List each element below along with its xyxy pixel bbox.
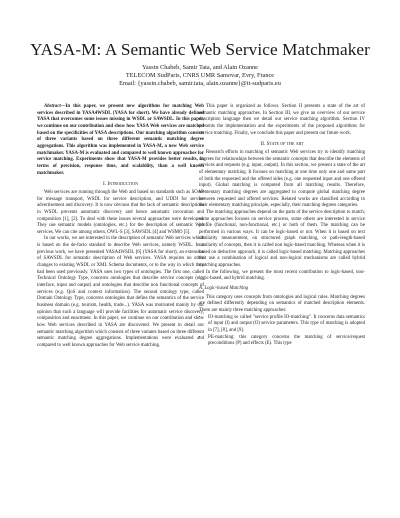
section-2-heading: II. State of the art bbox=[260, 141, 304, 148]
abstract-text: —In this paper, we present new algorithms for matching Web services described in YASA4WSDL (YASA for short). We have already defined YASA that overcomes some issues missing in WSDL or SAWSDL. In this paper, we continue on our contribution and show how YASA Web services are matched based on the specificities of YASA descriptions. Our matching algorithm consists of three variants based on three different semantic matching degree aggregations. This algorithm was implemented in YASA-M, a new Web service matchmaker. YASA-M is evaluated and compared to well known approaches for service matching. Experiments show that YASA-M provides better results, in terms of precision, response time, and scalability, than a well known matchmaker. bbox=[37, 104, 204, 176]
author-email: Email: {yassin.chabeb, samir.tata, alain.ozanne}@it-sudparis.eu bbox=[119, 80, 281, 88]
right-column bbox=[199, 104, 365, 348]
author-affiliation: TELECOM SudParis, CNRS UMR Samovar, Evry, France bbox=[125, 72, 275, 80]
section-2-paragraph-2: The matching approaches depend on the parts of the service description to match; some approaches focuses on service process, some others are interested in service profile (functional, non-functional, etc.) or both of them. The matching can be performed in various ways. It can be logic-based or not. When it is based on text similarity measurement, on structured graph matching, or path-length-based similarity of concepts, then it is called non logic-based matching. Whereas when it is based on deductive approach, it is called logic-based matching. Matching approaches that use a combination of logical and non-logical mechanisms are called hybrid matching approaches. bbox=[199, 209, 365, 269]
matching-approach-list bbox=[199, 315, 365, 348]
section-2-paragraph-1: Research efforts in matching of semantic Web services try to identify matching degrees for relationships between the semantic concepts that describe the elements of services and requests (e.g. input, output). In this section, we present a state of the art of elementary matching. It focuses on matching at one time only one and same part of both the requested and the offered sides (e.g. one requested input and one offered input). Global matching is computed from all matching results. Therefore, elementary matching degrees are aggregated to compute global matching degree between requested and offered services. Related works are classified according to their elementary matching principle, especially, their matching degrees categories. bbox=[199, 149, 365, 209]
section-2-paragraph-3: In the following, we present the most recent contribution to logic-based, non-logic-based, and hybrid matching. bbox=[199, 269, 365, 282]
left-column bbox=[37, 104, 204, 350]
section-1-heading: I. Introduction bbox=[103, 181, 138, 188]
section-2a-paragraph: This category uses concepts from ontologies and logical rules. Matching degrees are defined differently depending on semantics of matched description elements. There are mainly three matching approaches: bbox=[199, 294, 365, 314]
list-item: • IO-matching so called "service profile IO-matching". It concerns data semantics of input (I) and output (O) service parameters. This type of matching is adopted in [7], [8], and [9]. bbox=[208, 315, 365, 335]
author-names: Yassin Chabeb, Samir Tata, and Alain Ozanne bbox=[142, 64, 258, 71]
section-1-paragraph-1: Web services are running through the Web and based on standards such as SOAP for message transport, WSDL for service description, and UDDI for service advertisement and discovery. It is now obvious that the lack of semantic descriptions in WSDL prevents automatic discovery and hence automatic invocation and composition [1], [2]. To deal with these issues several approaches were developed. They use semantic models (ontologies, etc.) for the description of semantic Web services. We can cite among others, OWL-S [3], SAWSDL [4] and WSMO [5]. bbox=[37, 189, 204, 235]
organization-paragraph: This paper is organized as follows. Section II presents a state of the art of semantic matching approaches. In Section III, we give an overview of our service description language then we detail our service matching algorithm. Section IV presents the implementation and the experiments of the proposed algorithms for service matching. Finally, we conclude this paper and present our future work. bbox=[199, 104, 365, 136]
list-item: • PE-matching: this category concerns the matching of service/request preconditions (P) and effects (E). This type bbox=[208, 335, 365, 348]
abstract-label: Abstract bbox=[44, 104, 61, 109]
section-2a-heading: A. Logic-based Matching bbox=[199, 286, 249, 292]
author-block bbox=[0, 64, 400, 89]
section-1-paragraph-2: In our works, we are interested in the description of semantic Web services which is based on the de-facto standard to describe Web services, namely WSDL. In a previous work, we have presented YASA4WSDL [6] (YASA for short), an extension of SAWSDL for semantic description of Web services. YASA requires no other changes to existing WSDL or XML Schema documents, or to the way in which they had been used previously. YASA uses two types of ontologies. The first one, called Technical Ontology Type, concerns ontologies that describe service concepts (e.g. interface, input and output) and ontologies that describe non functional concepts of services (e.g. QoS and context information). The second ontology type, called Domain Ontology Type, concerns ontologies that define the semantics of the service business domain (e.g. tourism, health, trade...). YASA was motivated mainly by our opinion that such a language will provide facilities for automatic service discovery, composition and enactment. In this paper, we continue on our contribution and show how Web services described in YASA are discovered. We present in detail our semantic matching algorithm which consists of three variants based on three different semantic matching degree aggregations. Implementations were evaluated and compared to well known approaches for Web service matching. bbox=[37, 236, 204, 348]
paper-title: YASA-M: A Semantic Web Service Matchmaker bbox=[30, 40, 370, 59]
abstract bbox=[37, 104, 204, 177]
